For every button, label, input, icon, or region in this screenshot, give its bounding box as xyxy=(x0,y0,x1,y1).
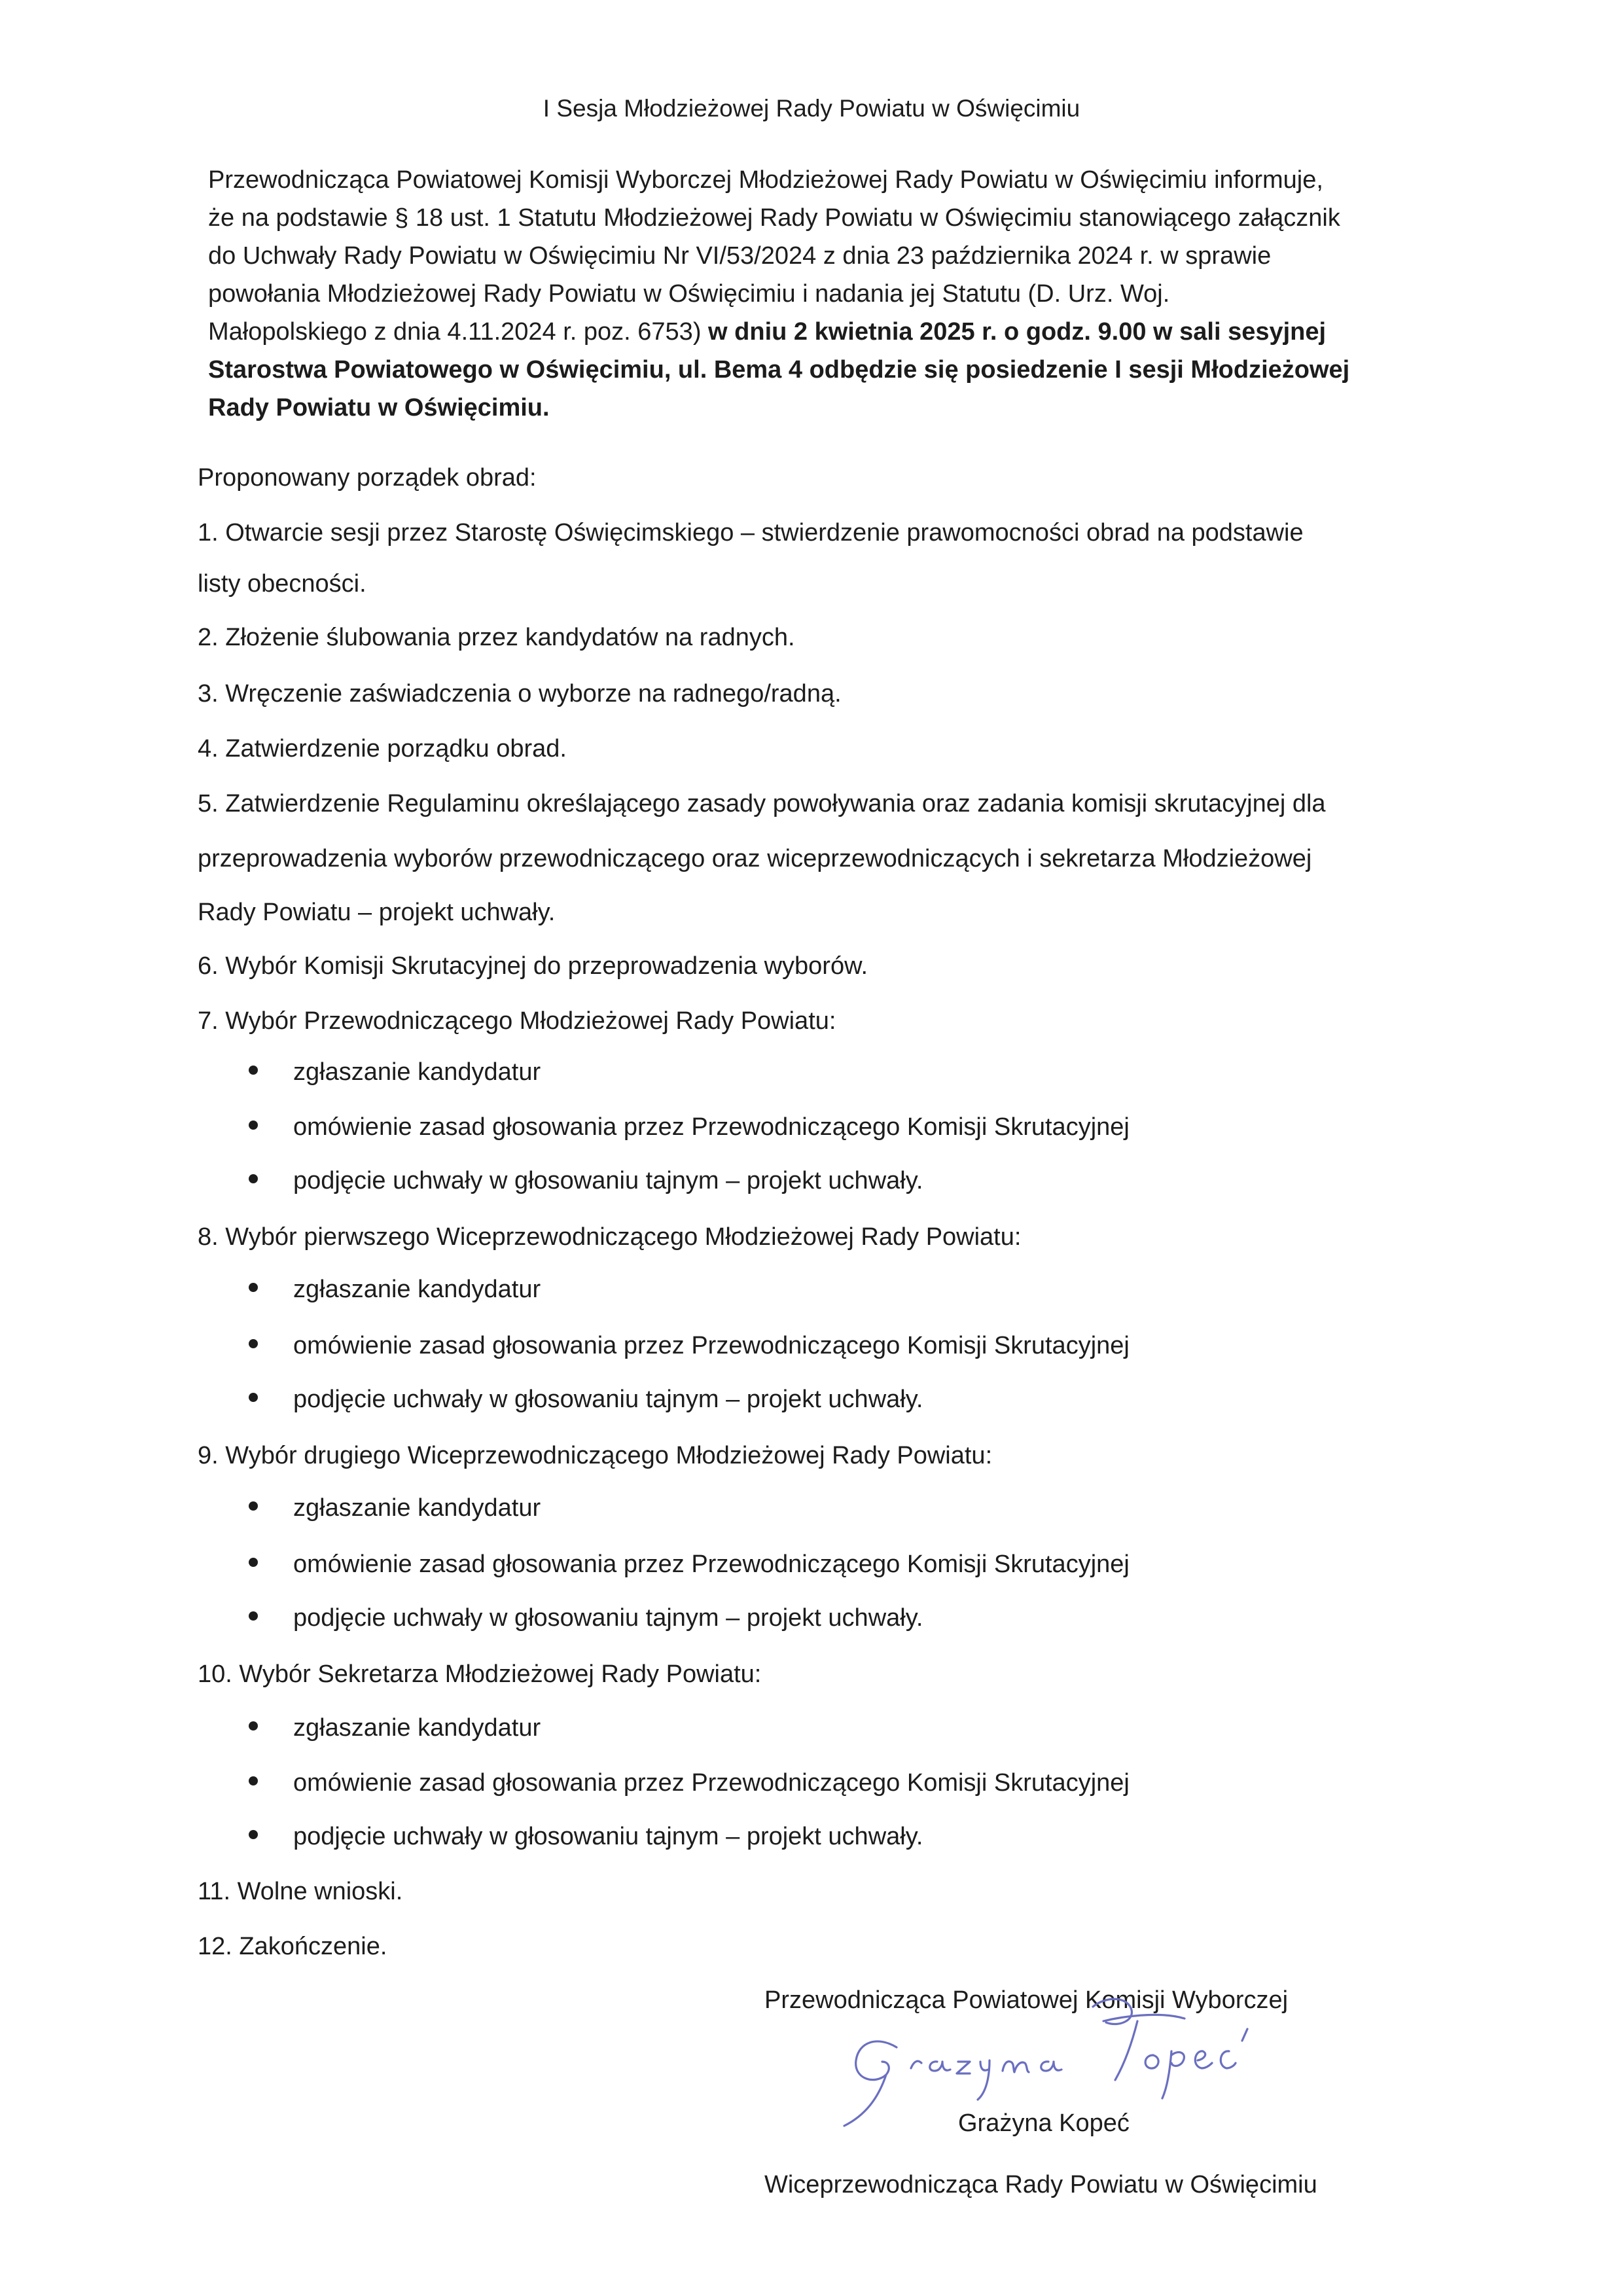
agenda-item-1-cont: listy obecności. xyxy=(198,570,366,598)
sub-item: omówienie zasad głosowania przez Przewodniczącego Komisji Skrutacyjnej xyxy=(293,1113,1130,1141)
sub-item: zgłaszanie kandydatur xyxy=(293,1276,541,1303)
intro-line: powołania Młodzieżowej Rady Powiatu w Oświęcimiu i nadania jej Statutu (D. Urz. Woj. xyxy=(208,280,1170,308)
intro-meeting-body: Rady Powiatu w Oświęcimiu. xyxy=(208,394,550,422)
intro-line: Małopolskiego z dnia 4.11.2024 r. poz. 6753) xyxy=(208,318,709,346)
bullet-icon xyxy=(249,1066,258,1075)
bullet-icon xyxy=(249,1558,258,1567)
signature-vice-role: Wiceprzewodnicząca Rady Powiatu w Oświęcimiu xyxy=(764,2171,1317,2198)
sub-item: zgłaszanie kandydatur xyxy=(293,1058,541,1086)
agenda-item-7: 7. Wybór Przewodniczącego Młodzieżowej Rady Powiatu: xyxy=(198,1007,836,1035)
bullet-icon xyxy=(249,1776,258,1785)
sub-item: zgłaszanie kandydatur xyxy=(293,1494,541,1522)
sub-item: omówienie zasad głosowania przez Przewodniczącego Komisji Skrutacyjnej xyxy=(293,1551,1130,1578)
agenda-item-8: 8. Wybór pierwszego Wiceprzewodniczącego Młodzieżowej Rady Powiatu: xyxy=(198,1223,1022,1251)
agenda-item-9: 9. Wybór drugiego Wiceprzewodniczącego Młodzieżowej Rady Powiatu: xyxy=(198,1442,993,1469)
sub-item: zgłaszanie kandydatur xyxy=(293,1714,541,1742)
agenda-item-4: 4. Zatwierdzenie porządku obrad. xyxy=(198,735,567,762)
agenda-title: Proponowany porządek obrad: xyxy=(198,464,537,492)
document-title: I Sesja Młodzieżowej Rady Powiatu w Oświęcimiu xyxy=(543,95,1080,122)
sub-item: podjęcie uchwały w głosowaniu tajnym – projekt uchwały. xyxy=(293,1823,923,1850)
bullet-icon xyxy=(249,1611,258,1621)
sub-item: podjęcie uchwały w głosowaniu tajnym – projekt uchwały. xyxy=(293,1604,923,1632)
agenda-item-11: 11. Wolne wnioski. xyxy=(198,1878,403,1905)
bullet-icon xyxy=(249,1830,258,1839)
agenda-item-5-cont: Rady Powiatu – projekt uchwały. xyxy=(198,899,556,926)
agenda-item-5: 5. Zatwierdzenie Regulaminu określającego zasady powoływania oraz zadania komisji skrutacyjnej dla xyxy=(198,790,1326,817)
agenda-item-12: 12. Zakończenie. xyxy=(198,1933,387,1960)
signature-name: Grażyna Kopeć xyxy=(958,2109,1130,2137)
bullet-icon xyxy=(249,1393,258,1402)
intro-line: Przewodnicząca Powiatowej Komisji Wyborczej Młodzieżowej Rady Powiatu w Oświęcimiu informuje, xyxy=(208,166,1323,194)
agenda-item-1: 1. Otwarcie sesji przez Starostę Oświęcimskiego – stwierdzenie prawomocności obrad na podstawie xyxy=(198,519,1304,547)
bullet-icon xyxy=(249,1721,258,1731)
agenda-item-2: 2. Złożenie ślubowania przez kandydatów na radnych. xyxy=(198,624,795,651)
intro-paragraph xyxy=(208,161,1438,427)
sub-item: omówienie zasad głosowania przez Przewodniczącego Komisji Skrutacyjnej xyxy=(293,1332,1130,1359)
sub-item: podjęcie uchwały w głosowaniu tajnym – projekt uchwały. xyxy=(293,1167,923,1194)
agenda-item-5-cont: przeprowadzenia wyborów przewodniczącego oraz wiceprzewodniczących i sekretarza Młodzieżowej xyxy=(198,845,1312,872)
bullet-icon xyxy=(249,1501,258,1511)
intro-line: do Uchwały Rady Powiatu w Oświęcimiu Nr VI/53/2024 z dnia 23 października 2024 r. w sprawie xyxy=(208,242,1272,270)
bullet-icon xyxy=(249,1339,258,1348)
agenda-item-3: 3. Wręczenie zaświadczenia o wyborze na radnego/radną. xyxy=(198,680,842,708)
sub-item: omówienie zasad głosowania przez Przewodniczącego Komisji Skrutacyjnej xyxy=(293,1769,1130,1797)
intro-meeting-date: w dniu 2 kwietnia 2025 r. o godz. 9.00 w sali sesyjnej xyxy=(708,318,1327,346)
bullet-icon xyxy=(249,1174,258,1183)
agenda-item-10: 10. Wybór Sekretarza Młodzieżowej Rady Powiatu: xyxy=(198,1660,762,1688)
bullet-icon xyxy=(249,1283,258,1292)
intro-meeting-place: Starostwa Powiatowego w Oświęcimiu, ul. Bema 4 odbędzie się posiedzenie I sesji Młodzieżowej xyxy=(208,356,1350,384)
intro-line: że na podstawie § 18 ust. 1 Statutu Młodzieżowej Rady Powiatu w Oświęcimiu stanowiącego załącznik xyxy=(208,204,1340,232)
sub-item: podjęcie uchwały w głosowaniu tajnym – projekt uchwały. xyxy=(293,1386,923,1413)
signature-role: Przewodnicząca Powiatowej Komisji Wyborczej xyxy=(764,1986,1289,2014)
bullet-icon xyxy=(249,1121,258,1130)
agenda-item-6: 6. Wybór Komisji Skrutacyjnej do przeprowadzenia wyborów. xyxy=(198,952,868,980)
